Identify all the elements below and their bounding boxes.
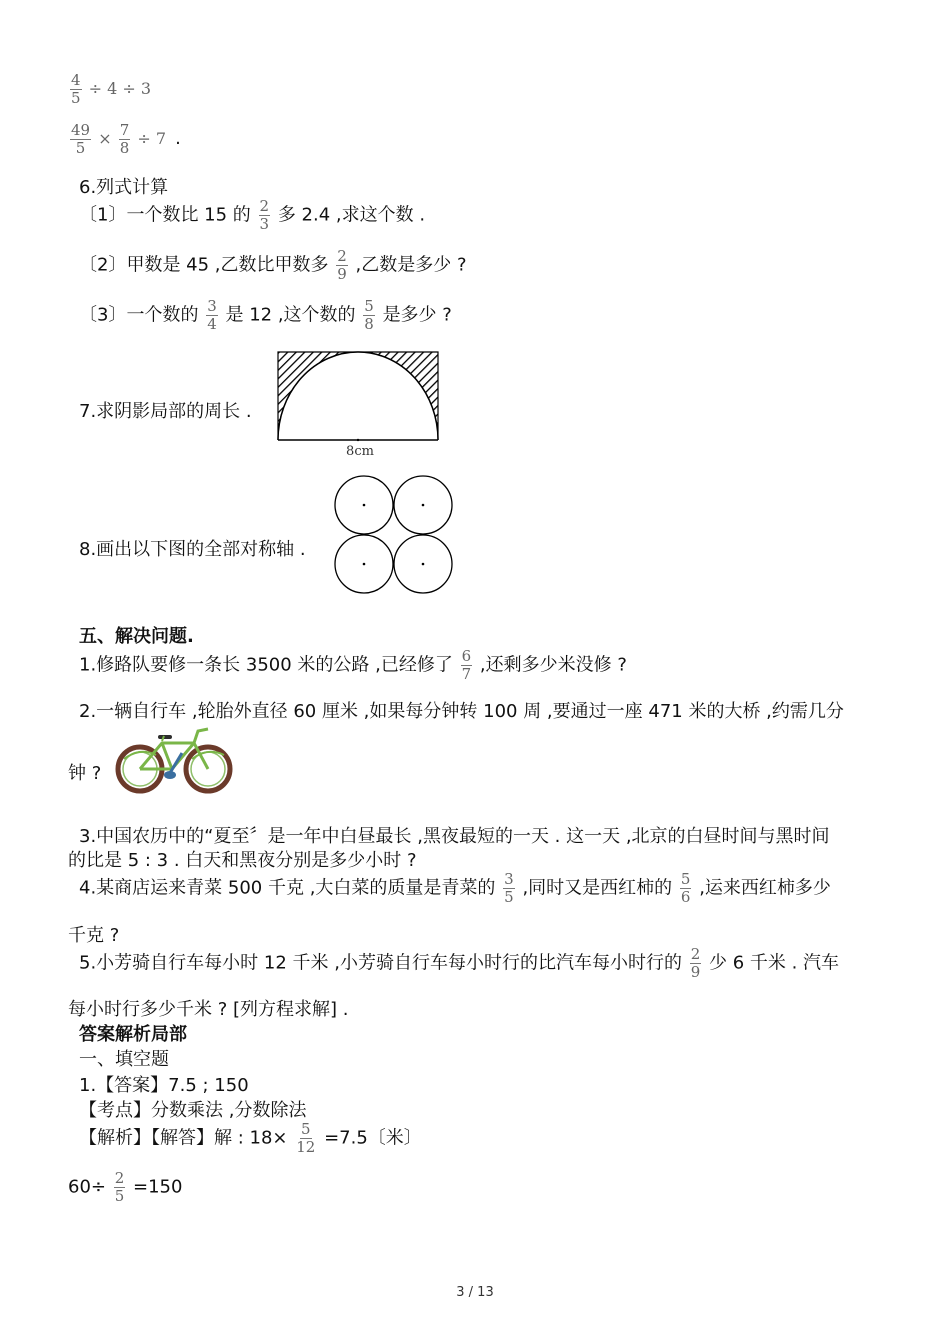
answer-1-topic: 【考点】分数乘法 ,分数除法 xyxy=(79,1100,307,1121)
problem-2-line-1: 2.一辆自行车 ,轮胎外直径 60 厘米 ,如果每分钟转 100 周 ,要通过一座 471 米的大桥 ,约需几分 xyxy=(79,701,844,722)
shaded-region-figure xyxy=(274,348,444,463)
answer-1-solution: 【解析】【解答】解 : 18× $\frac{5}{12}$ =7.5〔米〕 xyxy=(79,1120,422,1156)
width-label: 8cm xyxy=(346,444,374,459)
page-number: 3 / 13 xyxy=(456,1285,494,1300)
q6-sub-2: 〔2〕甲数是 45 ,乙数比甲数多 $\frac{2}{9}$ ,乙数是多少 ? xyxy=(79,247,467,283)
q6-sub-3: 〔3〕一个数的 $\frac{3}{4}$ 是 12 ,这个数的 $\frac{5}{8}$ 是多少 ? xyxy=(79,297,452,333)
q6-title: 6.列式计算 xyxy=(79,177,169,198)
problem-1: 1.修路队要修一条长 3500 米的公路 ,已经修了 $\frac{6}{7}$ ,还剩多少米没修 ? xyxy=(79,647,627,683)
fraction: $\frac{6}{7}$ xyxy=(461,647,472,683)
q6-sub-1: 〔1〕一个数比 15 的 $\frac{2}{3}$ 多 2.4 ,求这个数 . xyxy=(79,197,426,233)
q8-text: 8.画出以下图的全部对称轴 . xyxy=(79,539,306,560)
fraction: $\frac{2}{5}$ xyxy=(114,1169,125,1205)
expression-2: $\frac{49}{5}$ × $\frac{7}{8}$ ÷ 7 . xyxy=(71,121,181,157)
problem-2-line-2: 钟 ? xyxy=(68,763,102,784)
fraction: $\frac{3}{5}$ xyxy=(504,870,514,906)
problem-3-line-1: 3.中国农历中的“夏至〞是一年中白昼最长 ,黑夜最短的一天 . 这一天 ,北京的白昼时间与黑时间 xyxy=(79,826,830,847)
fraction: $\frac{49}{5}$ xyxy=(71,121,91,157)
fraction: $\frac{2}{9}$ xyxy=(337,247,347,283)
fraction: $\frac{3}{4}$ xyxy=(207,297,217,333)
fraction: $\frac{5}{12}$ xyxy=(296,1120,316,1156)
bicycle-image xyxy=(112,723,236,795)
fraction: $\frac{7}{8}$ xyxy=(119,121,130,157)
expression-1: $\frac{4}{5}$ ÷ 4 ÷ 3 xyxy=(71,71,152,107)
problem-3-line-2: 的比是 5 : 3 . 白天和黑夜分别是多少小时 ? xyxy=(68,850,417,871)
section-five-title: 五、解决问题. xyxy=(79,626,194,647)
fraction: $\frac{4}{5}$ xyxy=(71,71,81,107)
problem-4-line-1: 4.某商店运来青菜 500 千克 ,大白菜的质量是青菜的 $\frac{3}{5}$ ,同时又是西红柿的 $\frac{5}{6}$ ,运来西红柿多少 xyxy=(79,870,831,906)
fraction: $\frac{5}{6}$ xyxy=(680,870,691,906)
fraction: $\frac{5}{8}$ xyxy=(364,297,374,333)
four-circles-figure xyxy=(333,474,457,598)
answers-section: 一、填空题 xyxy=(79,1049,169,1070)
answer-1: 1.【答案】7.5 ; 150 xyxy=(79,1075,249,1096)
problem-5-line-1: 5.小芳骑自行车每小时 12 千米 ,小芳骑自行车每小时行的比汽车每小时行的 $\frac{2}{9}$ 少 6 千米 . 汽车 xyxy=(79,945,840,981)
answers-title: 答案解析局部 xyxy=(79,1024,187,1045)
fraction: $\frac{2}{3}$ xyxy=(259,197,270,233)
fraction: $\frac{2}{9}$ xyxy=(690,945,701,981)
q7-text: 7.求阴影局部的周长 . xyxy=(79,401,252,422)
problem-4-line-2: 千克 ? xyxy=(68,925,120,946)
answer-1-solution-2: 60÷ $\frac{2}{5}$ =150 xyxy=(68,1169,183,1205)
problem-5-line-2: 每小时行多少千米 ? [列方程求解] . xyxy=(68,999,349,1020)
